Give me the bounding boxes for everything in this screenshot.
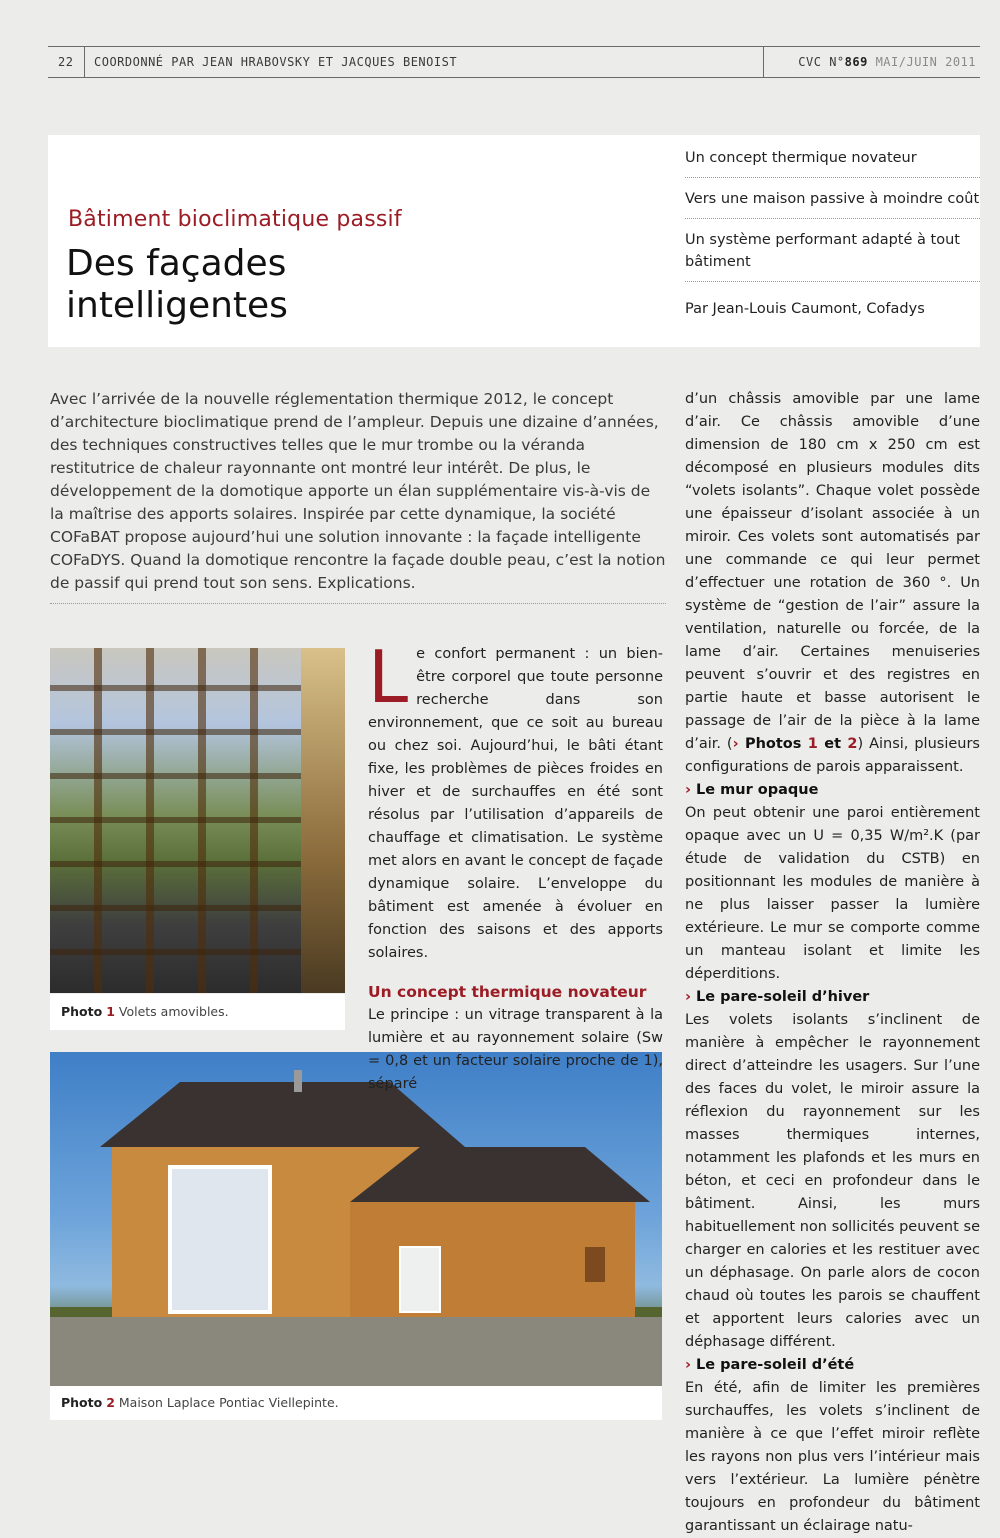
coordination-credit: COORDONNÉ PAR JEAN HRABOVSKY ET JACQUES BENOIST [94,55,458,69]
subheading [685,986,980,1009]
photo-movable-shutters [50,648,345,993]
header-divider [763,47,764,77]
header-divider [84,47,85,77]
reference-word: Photos [738,736,808,752]
photo-caption [50,1386,662,1420]
article-column [368,635,663,1096]
article-column [685,388,980,1538]
body-paragraph [368,635,663,965]
photo-caption [50,994,345,1030]
issue-number: 869 [844,55,868,69]
reference-number: 1 [807,736,818,752]
subheading-text: Le mur opaque [690,782,819,798]
reference-arrow: › [732,736,739,752]
body-paragraph: En été, afin de limiter les premières surchauffes, les volets s’inclinent de manière à ce que l’effet miroir reflète les rayons non plus vers l’intérieur mais vers l’extérieur. La lumière pénètre toujours en profondeur du bâtiment garantissant un éclairage natu- [685,1380,980,1534]
teaser-item: Vers une maison passive à moindre coût [685,186,980,219]
caption-label: Photo [61,1004,103,1019]
ground [50,1314,662,1386]
teaser-item: Un concept thermique novateur [685,145,980,178]
reference-number: 2 [847,736,858,752]
photo-house [50,1052,662,1386]
caption-text: Volets amovibles. [118,1004,229,1019]
paragraph-text: e confort permanent : un bien-être corporel que toute personne recherche dans son environnement, que ce soit au bureau ou chez soi. Aujourd’hui, le bâti étant fixe, les problèmes de pièces froides en hiver et de surchauffes en été sont résolus par l’utilisation d’appareils de chauffage et climatisation. Le système met alors en avant le concept de façade dynamique solaire. L’enveloppe du bâtiment est amenée à évoluer en fonction des saisons et des apports solaires. [368,646,663,961]
house-illustration [50,1052,662,1386]
caption-text: Maison Laplace Pontiac Viellepinte. [118,1395,339,1410]
issue-date: MAI/JUIN 2011 [875,55,976,69]
body-paragraph: On peut obtenir une paroi entièrement opaque avec un U = 0,35 W/m².K (par étude de validation du CSTB) en positionnant les modules de manière à ne plus laisser passer la lumière extérieure. Le mur se comporte comme un manteau isolant et limite les déperditions. [685,805,980,982]
title-block [48,135,980,347]
article-kicker: Bâtiment bioclimatique passif [68,207,402,232]
subheading-arrow: › [685,782,691,798]
paragraph-text: ) Ainsi, plusieurs configurations de parois apparaissent. [685,736,980,775]
section-title: Un concept thermique novateur [368,983,647,1001]
headline-line: Des façades [66,243,287,284]
byline: Par Jean-Louis Caumont, Cofadys [685,301,925,317]
photo-detail [301,648,345,993]
chimney [294,1070,302,1092]
paragraph-text: d’un châssis amovible par une lame d’air. Ce châssis amovible d’une dimension de 180 cm x 250 cm est décomposé en plusieurs modules dits “volets isolants”. Chaque volet possède une épaisseur d’isolant associée à un miroir. Ces volets sont automatisés par une commande ce qui leur permet d’effectuer une rotation de 360 °. Un système de “gestion de l’air” assure la ventilation, naturelle ou forcée, de la lame d’air. Certaines menuiseries peuvent s’ouvrir et des registres en partie haute et basse autorisent le passage de l’air de la pièce à la lame d’air. ( [685,391,980,752]
window [400,1247,440,1312]
issue-info [798,55,976,69]
subheading-text: Le pare-soleil d’hiver [690,989,870,1005]
teaser-item: Un système performant adapté à tout bâtiment [685,227,980,282]
caption-label: Photo [61,1395,103,1410]
body-paragraph: Le principe : un vitrage transparent à la lumière et au rayonnement solaire (Sw = 0,8 et un facteur solaire proche de 1), séparé [368,1007,663,1092]
subheading [685,1354,980,1377]
subheading [685,779,980,802]
subheading-arrow: › [685,1357,691,1373]
page-number: 22 [58,55,74,69]
magazine-name: CVC N° [798,55,845,69]
body-paragraph: Les volets isolants s’inclinent de manière à empêcher le rayonnement direct d’atteindre les usagers. Sur l’une des faces du volet, le miroir assure la réflexion du rayonnement sur les masses thermiques internes, notamment les plafonds et les murs en béton, et ceci en profondeur dans le bâtiment. Ainsi, les murs habituellement non sollicités peuvent se charger en calories et les restituer avec un déphasage. On parle alors de cocon chaud où toutes les parois se chauffent et apportent leurs calories avec un déphasage différent. [685,1012,980,1350]
window [585,1247,605,1282]
article-intro: Avec l’arrivée de la nouvelle réglementation thermique 2012, le concept d’architecture bioclimatique prend de l’ampleur. Depuis une dizaine d’années, des techniques constructives telles que le mur trombe ou la véranda restitutrice de chaleur rayonnante ont montré leur intérêt. De plus, le développement de la domotique apporte un élan supplémentaire vis-à-vis de la maîtrise des apports solaires. Inspirée par cette dynamique, la société COFaBAT propose aujourd’hui une solution innovante : la façade intelligente COFaDYS. Quand la domotique rencontre la façade double peau, c’est la notion de passif qui prend tout son sens. Explications. [50,388,666,604]
running-header [48,46,980,78]
article-headline [66,243,288,327]
caption-number: 2 [106,1395,115,1410]
glass-facade [170,1167,270,1312]
headline-line: intelligentes [66,285,288,326]
subheading-text: Le pare-soleil d’été [690,1357,855,1373]
reference-word: et [817,736,848,752]
drop-cap: L [368,635,409,719]
teaser-list [685,145,980,320]
subheading-arrow: › [685,989,691,1005]
body-paragraph [685,388,980,779]
caption-number: 1 [106,1004,115,1019]
